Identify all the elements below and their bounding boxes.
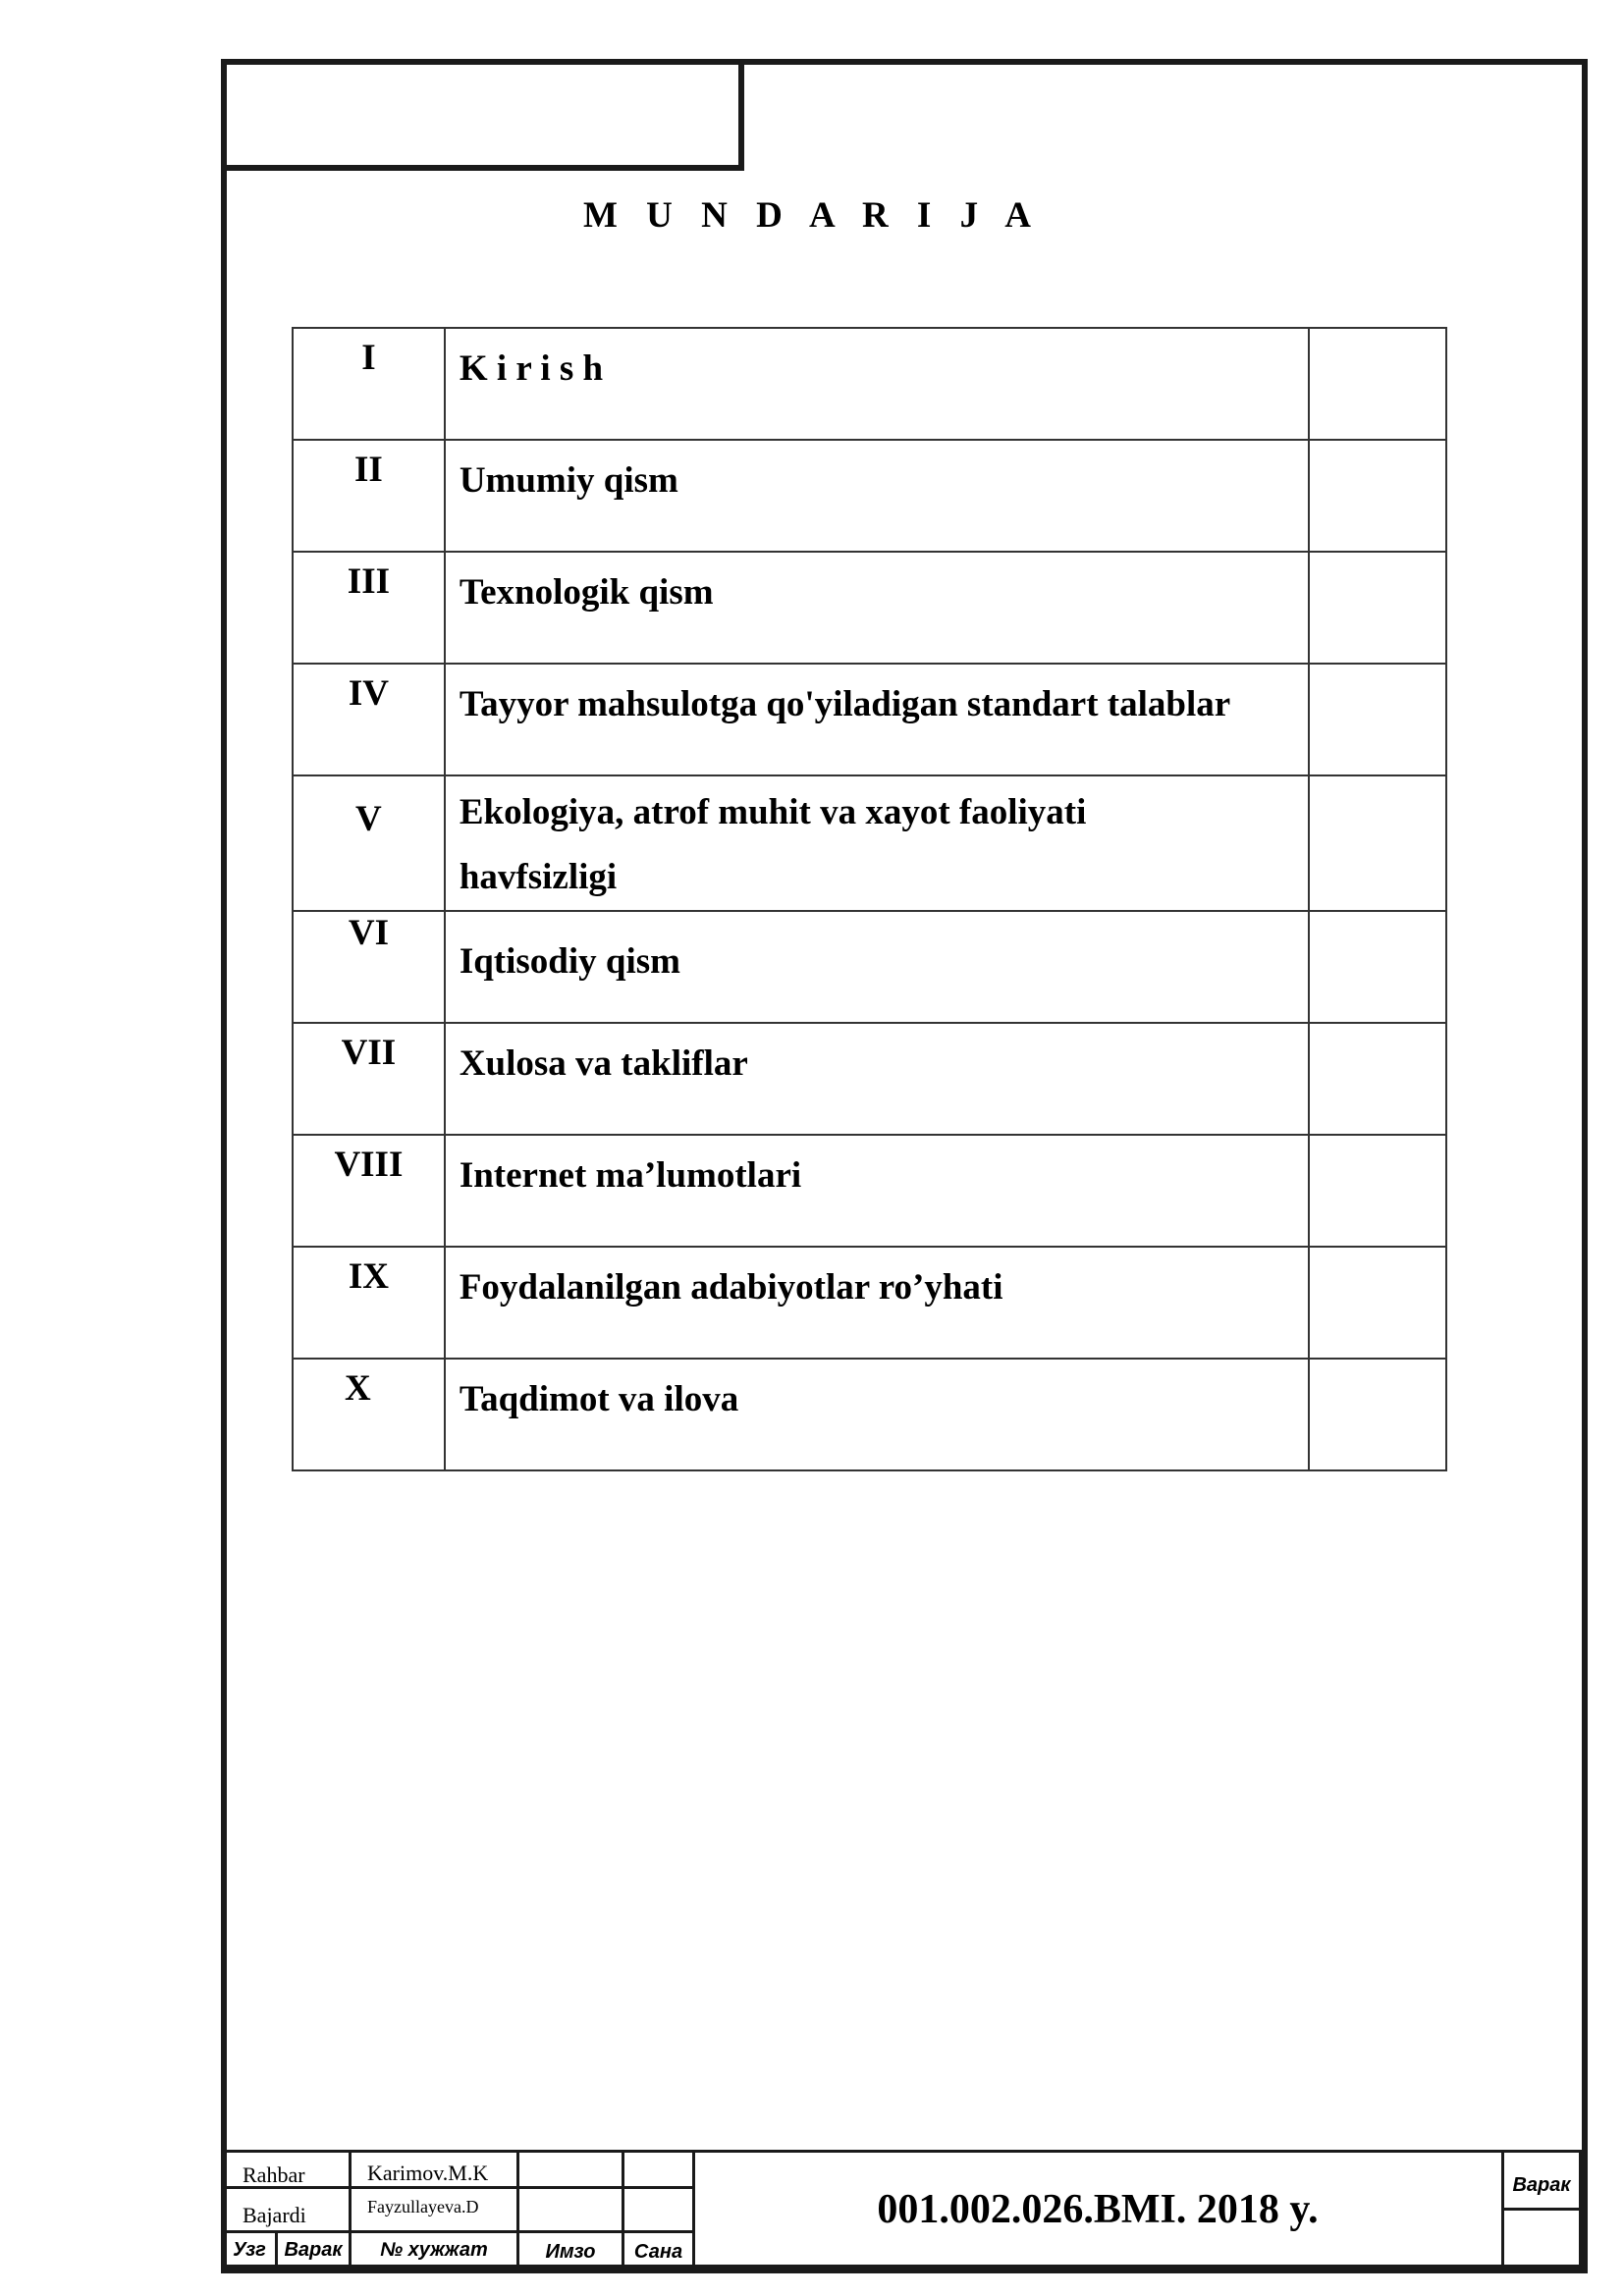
row-page	[1309, 328, 1446, 440]
row-number: I	[293, 328, 445, 440]
row-number: III	[293, 552, 445, 664]
row-page	[1309, 552, 1446, 664]
stamp-col-sana: Сана	[622, 2230, 695, 2268]
stamp-code-cell	[692, 2150, 1504, 2268]
stamp-cell	[516, 2186, 624, 2233]
table-row	[293, 1135, 1446, 1247]
row-number: IX	[293, 1247, 445, 1359]
row-number: IV	[293, 664, 445, 775]
stamp-cell	[516, 2150, 624, 2189]
table-row	[293, 775, 1446, 911]
table-row	[293, 664, 1446, 775]
row-number: V	[293, 775, 445, 911]
row-page	[1309, 1359, 1446, 1470]
row-title: Texnologik qism	[445, 552, 1309, 664]
stamp-col-imzo: Имзо	[516, 2230, 624, 2268]
row-number: VIII	[293, 1135, 445, 1247]
row-title-line1: Ekologiya, atrof muhit va xayot faoliyati	[459, 792, 1087, 832]
table-row	[293, 328, 1446, 440]
row-title: Umumiy qism	[445, 440, 1309, 552]
stamp-col-varak: Варак	[275, 2230, 352, 2268]
table-row	[293, 440, 1446, 552]
corner-box	[221, 59, 744, 171]
row-page	[1309, 1247, 1446, 1359]
table-row	[293, 552, 1446, 664]
row-page	[1309, 664, 1446, 775]
table-row	[293, 1247, 1446, 1359]
row-number: X	[293, 1359, 445, 1470]
row-title: Xulosa va takliflar	[445, 1023, 1309, 1135]
row-page	[1309, 1023, 1446, 1135]
table-row	[293, 1359, 1446, 1470]
stamp-row2-name: Fayzullayeva.D	[349, 2186, 519, 2233]
row-title: Iqtisodiy qism	[445, 911, 1309, 1023]
stamp-row1-label: Rahbar	[221, 2150, 352, 2189]
document-code: 001.002.026.BMI. 2018 y.	[877, 2187, 1319, 2232]
table-row	[293, 911, 1446, 1023]
row-number: VII	[293, 1023, 445, 1135]
row-number: VI	[293, 911, 445, 1023]
row-title	[445, 775, 1309, 911]
row-number: II	[293, 440, 445, 552]
table-row	[293, 1023, 1446, 1135]
stamp-sheet-number	[1501, 2208, 1582, 2268]
stamp-row1-name: Karimov.M.K	[349, 2150, 519, 2189]
row-title: K i r i s h	[445, 328, 1309, 440]
stamp-col-uzg: Узг	[221, 2230, 278, 2268]
stamp-cell	[622, 2186, 695, 2233]
row-page	[1309, 775, 1446, 911]
contents-table	[292, 327, 1447, 1471]
row-page	[1309, 440, 1446, 552]
row-title: Taqdimot va ilova	[445, 1359, 1309, 1470]
row-title: Foydalanilgan adabiyotlar ro’yhati	[445, 1247, 1309, 1359]
stamp-row2-label: Bajardi	[221, 2186, 352, 2233]
row-page	[1309, 1135, 1446, 1247]
stamp-col-hujjat: № хужжат	[349, 2230, 519, 2268]
title-block	[221, 2150, 1588, 2273]
stamp-sheet-label: Варак	[1501, 2150, 1582, 2211]
stamp-cell	[622, 2150, 695, 2189]
row-title: Tayyor mahsulotga qo'yiladigan standart talablar	[445, 664, 1309, 775]
row-title: Internet ma’lumotlari	[445, 1135, 1309, 1247]
row-title-line2: havfsizligi	[459, 857, 618, 897]
page-title: M U N D A R I J A	[582, 195, 1042, 236]
row-page	[1309, 911, 1446, 1023]
